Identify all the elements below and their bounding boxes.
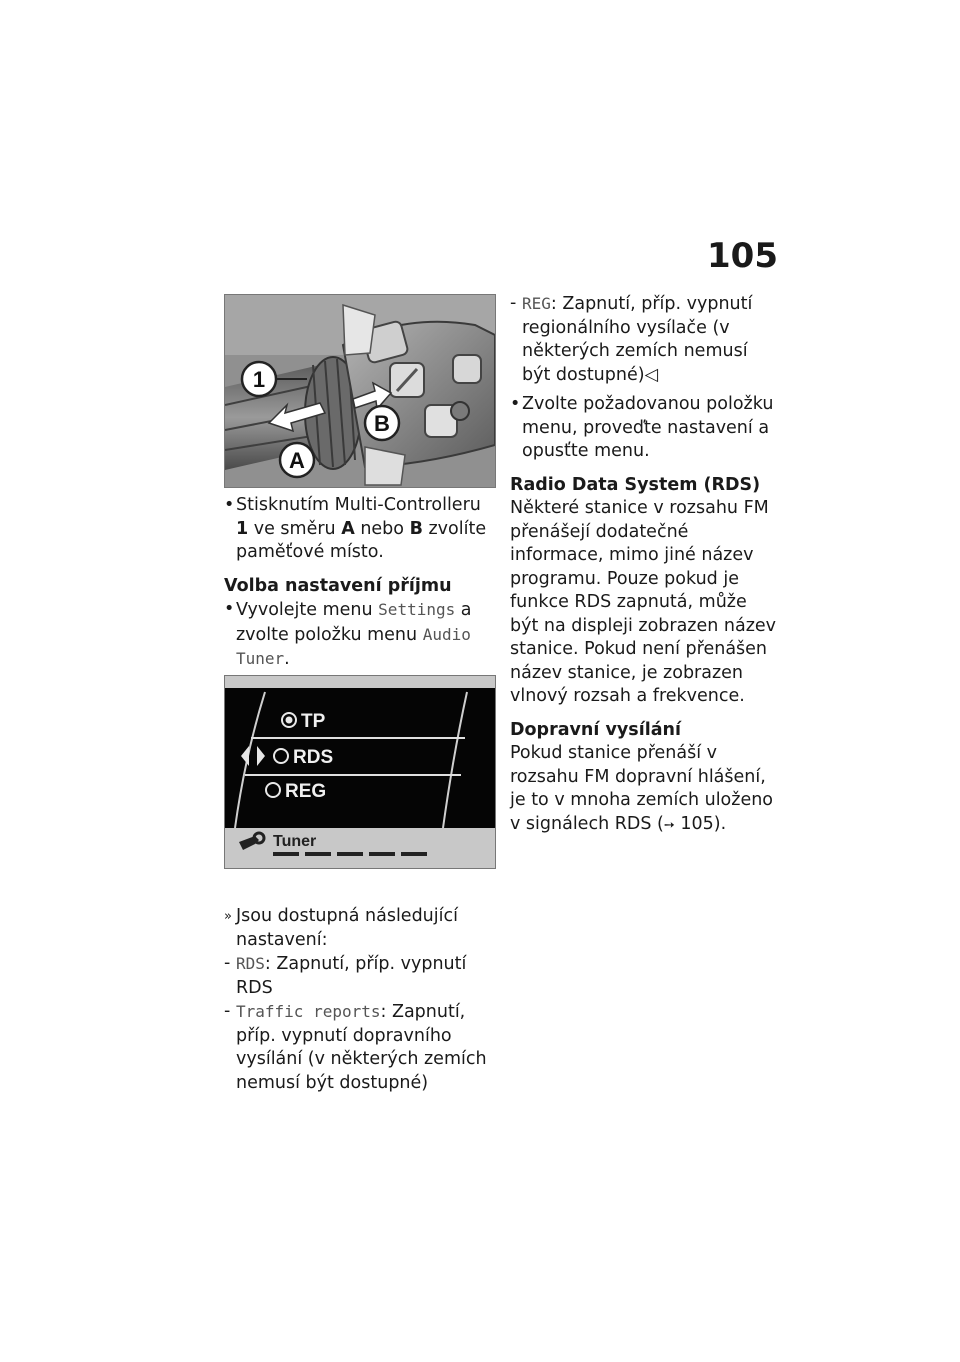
callout-a-label: A xyxy=(289,448,305,473)
heading-traffic: Dopravní vysílání xyxy=(510,719,681,740)
handlebar-illustration xyxy=(225,295,495,487)
step-open-menu: • Vyvolejte menu Settings a zvolte položku menu Audio Tuner. xyxy=(224,599,472,669)
menu-item-reg: REG xyxy=(285,781,327,802)
rds-paragraph: Některé stanice v rozsahu FM přenášejí dodatečné informace, mimo jiné název programu. Pouze pokud je funkce RDS zapnutá, může být na displeji zobrazen název stanice. Pokud není přenášen název stanice, je zobrazen vlnový rozsah a frekvence. xyxy=(510,498,777,706)
option-rds: - RDS: Zapnutí, příp. vypnutí RDS xyxy=(224,953,467,998)
callout-b-label: B xyxy=(374,411,390,436)
right-column xyxy=(510,292,778,837)
option-traffic-reports: - Traffic reports: Zapnutí, příp. vypnutí dopravního vysílání (v některých zemích nemusí být dostupné) xyxy=(224,1001,487,1093)
traffic-paragraph: Pokud stanice přenáší v rozsahu FM dopravní hlášení, je to v mnoha zemích uloženo v signálech RDS (➙ 105). xyxy=(510,743,774,834)
left-column xyxy=(224,494,496,672)
option-reg: - REG: Zapnutí, příp. vypnutí regionálního vysílače (v některých zemích nemusí být dostupné)◁ xyxy=(510,293,753,385)
step-select-memory: • Stisknutím Multi-Controlleru 1 ve směru A nebo B zvolíte paměťové místo. xyxy=(224,495,487,562)
menu-item-tp: TP xyxy=(301,711,326,732)
left-column-lower xyxy=(224,905,496,1095)
page-number: 105 xyxy=(707,236,778,276)
page-reference-arrow-icon: ➙ xyxy=(663,817,675,833)
handlebar-photo xyxy=(224,294,496,488)
result-available-settings: » Jsou dostupná následující nastavení: xyxy=(224,906,458,950)
end-marker-icon: ◁ xyxy=(644,364,659,385)
menu-item-rds: RDS xyxy=(293,747,334,768)
callout-1-label: 1 xyxy=(252,367,266,392)
heading-rds: Radio Data System (RDS) xyxy=(510,474,761,495)
tuner-display-illustration xyxy=(225,676,495,868)
step-choose-item: • Zvolte požadovanou položku menu, proveďte nastavení a opusťte menu. xyxy=(510,394,774,461)
footer-tuner-label: Tuner xyxy=(273,833,317,850)
heading-reception-settings: Volba nastavení příjmu xyxy=(224,575,452,596)
tuner-display xyxy=(224,675,496,869)
page-reference-link[interactable]: 105 xyxy=(680,813,714,834)
